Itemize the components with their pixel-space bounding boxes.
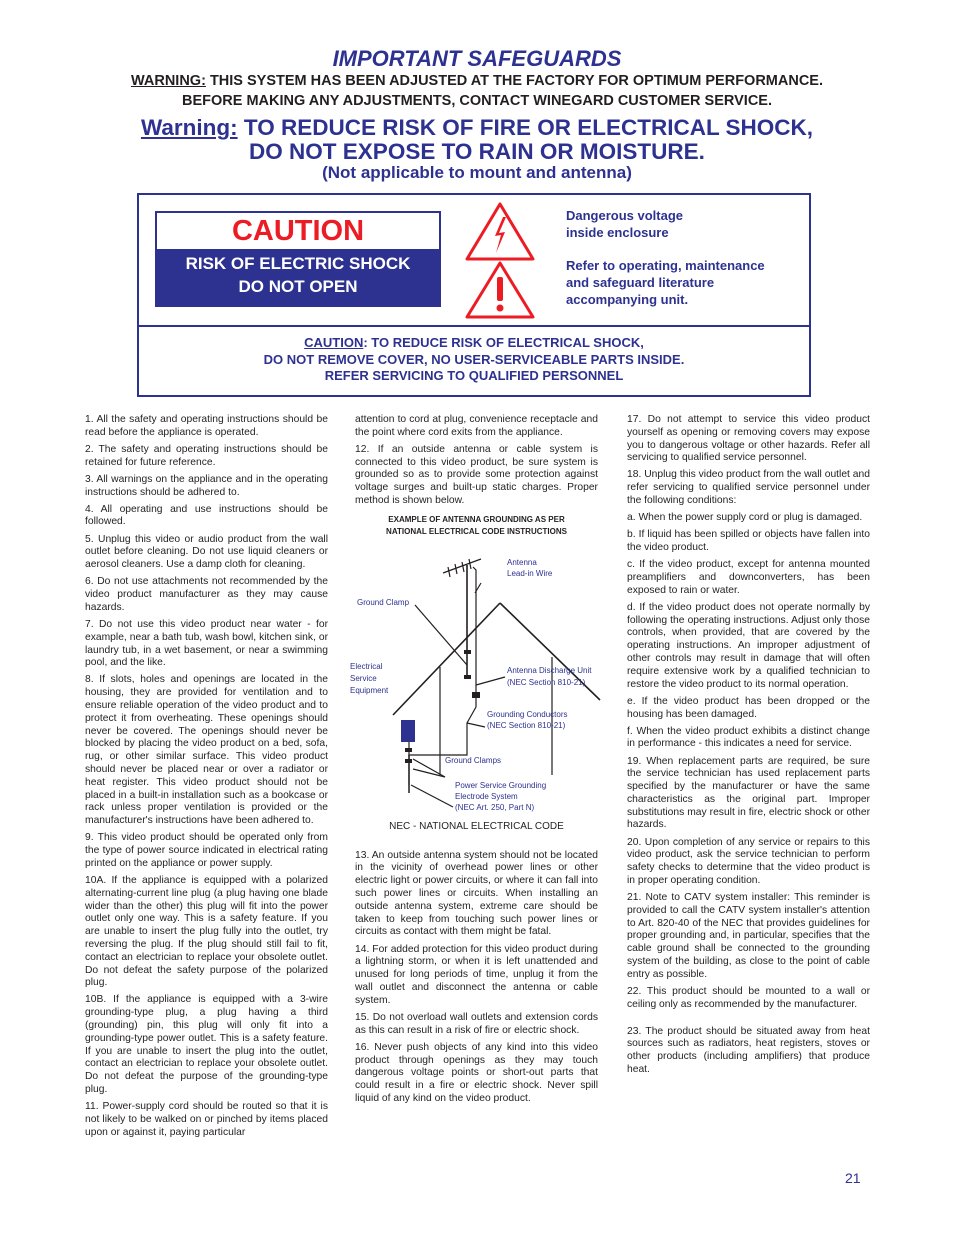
- safeguard-8: 8. If slots, holes and openings are located in the housing, they are provided for ventilation and to ensure reliable operation of the video product and to protect it from overheating. These openings should never be covered. The openings should never be blocked by placing the video product on a bed, sofa, rug, or other similar surface. This video product should never be placed near or over a radiator or heat register. This video product should not be placed in a built-in installation such as a bookcase or rack unless proper ventilation is provided or the manufacturer's instructions have been adhered to.: [85, 674, 328, 827]
- svg-text:Ground Clamps: Ground Clamps: [445, 755, 502, 765]
- svg-text:Service: Service: [350, 673, 377, 683]
- safeguard-9: 9. This video product should be operated only from the type of power source indicated in electrical rating printed on the appliance or power supply.: [85, 832, 328, 869]
- moisture-warning: [40, 116, 914, 164]
- safeguard-18f: f. When the video product exhibits a distinct change in performance - this indicates a need for service.: [627, 725, 870, 750]
- safeguard-15: 15. Do not overload wall outlets and extension cords as this can result in a risk of fire or electric shock.: [355, 1011, 598, 1036]
- exclamation-triangle-icon: [467, 263, 533, 317]
- caution-box-divider: [139, 325, 809, 327]
- svg-text:Lead-in Wire: Lead-in Wire: [507, 568, 553, 578]
- svg-text:Equipment: Equipment: [350, 685, 389, 695]
- factory-warning-line2: BEFORE MAKING ANY ADJUSTMENTS, CONTACT WINEGARD CUSTOMER SERVICE.: [182, 93, 772, 109]
- roof-left: [393, 603, 500, 715]
- ground-clamp-lower: [464, 675, 471, 679]
- antenna-grounding-diagram: [350, 545, 598, 815]
- caution-instructions: CAUTION: TO REDUCE RISK OF ELECTRICAL SHOCK, DO NOT REMOVE COVER, NO USER-SERVICEABLE PARTS INSIDE. REFER SERVICING TO QUALIFIED PERSONNEL: [263, 335, 685, 383]
- safeguard-21: 21. Note to CATV system installer: This reminder is provided to call the CATV system installer's attention to Art. 820-40 of the NEC that provides guidelines for proper grounding and, in particular, specifies that the cable ground shall be connected to the grounding system of the building, as close to the point of cable entry as possible.: [627, 892, 870, 980]
- safeguard-18a: a. When the power supply cord or plug is damaged.: [627, 512, 863, 524]
- electrical-service-box: [401, 720, 415, 742]
- svg-text:Grounding Conductors: Grounding Conductors: [487, 709, 568, 719]
- moisture-warning-line1: TO REDUCE RISK OF FIRE OR ELECTRICAL SHOCK,: [243, 115, 814, 140]
- svg-text:Electrode System: Electrode System: [455, 791, 518, 801]
- safeguard-14: 14. For added protection for this video product during a lightning storm, or when it is left unattended and unused for long periods of time, unplug it from the wall outlet and disconnect the antenna or cable system.: [355, 943, 598, 1006]
- safeguard-23: 23. The product should be situated away from heat sources such as radiators, heat registers, stoves or other products (including amplifiers) that produce heat.: [627, 1025, 870, 1075]
- safeguard-22: 22. This product should be mounted to a wall or ceiling only as recommended by the manufacturer.: [627, 985, 870, 1010]
- safeguard-10b: 10B. If the appliance is equipped with a 3-wire grounding-type plug, a plug having a third (grounding) pin, this plug will only fit into a grounding-type power outlet. This is a safety feature. If you are unable to insert the plug into the outlet, contact an electrician to replace your obsolete outlet. Do not defeat the purpose of the grounding-type plug.: [85, 994, 328, 1096]
- safeguard-2: 2. The safety and operating instructions should be retained for future reference.: [85, 443, 328, 468]
- moisture-warning-line2: DO NOT EXPOSE TO RAIN OR MOISTURE.: [249, 139, 705, 164]
- safeguard-17: 17. Do not attempt to service this video product yourself as opening or removing covers may expose you to dangerous voltage or other hazards. Refer all servicing to qualified service personnel.: [627, 414, 870, 464]
- safeguard-20: 20. Upon completion of any service or repairs to this video product, ask the service technician to perform safety checks to determine that the video product is in proper operating condition.: [627, 836, 870, 886]
- safeguard-12: 12. If an outside antenna or cable system is connected to this video product, be sure system is grounded so as to provide some protection against voltage surges and built-up static charges. Proper method is shown below.: [355, 443, 598, 507]
- caution-box: [137, 193, 811, 397]
- safeguard-18: 18. Unplug this video product from the wall outlet and refer servicing to qualified service personnel under the following conditions:: [627, 469, 870, 507]
- grounding-conductor: [409, 700, 476, 785]
- caution-label: [155, 211, 441, 307]
- safeguard-1: 1. All the safety and operating instructions should be read before the appliance is operated.: [85, 414, 328, 438]
- safeguard-4: 4. All operating and use instructions should be followed.: [85, 503, 328, 528]
- caution-word: CAUTION: [231, 215, 365, 247]
- dangerous-voltage-note: Dangerous voltage inside enclosure: [566, 208, 684, 240]
- warning-symbols: [464, 201, 536, 319]
- not-applicable-note: (Not applicable to mount and antenna): [322, 163, 632, 182]
- diagram-caption: EXAMPLE OF ANTENNA GROUNDING AS PER NATIONAL ELECTRICAL CODE INSTRUCTIONS: [386, 514, 567, 537]
- lightning-bolt-triangle-icon: [467, 204, 533, 259]
- safeguard-18b: b. If liquid has been spilled or objects have fallen into the video product.: [627, 529, 870, 554]
- svg-text:(NEC Section 810-21): (NEC Section 810-21): [487, 720, 566, 730]
- safeguard-11-cont: attention to cord at plug, convenience receptacle and the point where cord exits from the appliance.: [355, 414, 598, 438]
- safeguard-6: 6. Do not use attachments not recommended by the video product manufacturer as they may cause hazards.: [85, 576, 328, 613]
- discharge-unit: [472, 692, 480, 698]
- column-1: [85, 414, 328, 1144]
- safeguard-3: 3. All warnings on the appliance and in the operating instructions should be adhered to.: [85, 473, 328, 498]
- risk-line2: DO NOT OPEN: [238, 277, 358, 296]
- safeguard-16: 16. Never push objects of any kind into this video product through openings as they may touch dangerous voltage points or short-out parts that could result in a fire or electric shock. Never spill liquid of any kind on the video product.: [355, 1041, 598, 1104]
- risk-line1: RISK OF ELECTRIC SHOCK: [185, 254, 411, 273]
- safeguard-18e: e. If the video product has been dropped or the housing has been damaged.: [627, 695, 870, 720]
- svg-text:(NEC Section 810-21): (NEC Section 810-21): [507, 677, 586, 687]
- safeguard-11: 11. Power-supply cord should be routed so that it is not likely to be walked on or pinched by items placed upon or against it, paying particular: [85, 1101, 328, 1138]
- safeguard-7: 7. Do not use this video product near water - for example, near a bath tub, wash bowl, kitchen sink, or laundry tub, in a wet basement, or near a swimming pool, and the like.: [85, 618, 328, 669]
- caution-instructions-label: CAUTION: [304, 335, 364, 350]
- refer-literature-note: Refer to operating, maintenance and safeguard literature accompanying unit.: [566, 258, 765, 307]
- factory-warning-label: WARNING:: [130, 73, 206, 89]
- column-3: [627, 414, 870, 1081]
- ground-clamp-upper: [464, 650, 471, 654]
- lead-in-wire: [473, 567, 476, 700]
- safeguard-10a: 10A. If the appliance is equipped with a polarized alternating-current line plug (a plug having one blade wider than the other) this plug will fit into the power outlet only one way. This is a safety feature. If you are unable to insert the plug fully into the outlet, try reversing the plug. If the plug should still fail to fit, contact an electrician to replace your obsolete outlet. Do not defeat the safety purpose of the polarized plug.: [85, 874, 328, 989]
- moisture-warning-label: Warning:: [140, 115, 238, 140]
- svg-text:(NEC Art. 250, Part N): (NEC Art. 250, Part N): [455, 802, 535, 812]
- risk-of-shock-label: [157, 249, 439, 305]
- page-number: 21: [845, 1170, 861, 1186]
- svg-text:Electrical: Electrical: [350, 661, 383, 671]
- safeguard-18d: d. If the video product does not operate normally by following the operating instructions. Adjust only those controls, when provided, that are covered by the operating instructions. An improper adjustment of other controls may result in damage that will often require extensive work by a qualified technician to restore the video product to its normal operation.: [627, 601, 870, 690]
- svg-text:Antenna Discharge Unit: Antenna Discharge Unit: [507, 665, 592, 675]
- safeguard-18c: c. If the video product, except for antenna mounted preamplifiers and downconverters, has been exposed to rain or water.: [627, 559, 870, 596]
- page-title: IMPORTANT SAFEGUARDS: [332, 46, 622, 71]
- safeguard-5: 5. Unplug this video or audio product from the wall outlet before cleaning. Do not use liquid cleaners or aerosol cleaners. Use a damp cloth for cleaning.: [85, 533, 328, 571]
- svg-text:Antenna: Antenna: [507, 557, 537, 567]
- svg-text:Ground Clamp: Ground Clamp: [357, 597, 410, 607]
- nec-legend: NEC - NATIONAL ELECTRICAL CODE: [389, 820, 564, 832]
- column-2: [350, 414, 598, 1110]
- svg-text:Power Service Grounding: Power Service Grounding: [455, 780, 547, 790]
- safeguard-19: 19. When replacement parts are required, be sure the service technician has used replacement parts specified by the manufacturer or have the same characteristics as the original part. Improper substitutions may result in fire, electric shock or other hazards.: [627, 755, 870, 831]
- factory-warning-line1: THIS SYSTEM HAS BEEN ADJUSTED AT THE FACTORY FOR OPTIMUM PERFORMANCE.: [209, 73, 824, 89]
- factory-warning: [60, 71, 894, 111]
- safeguard-13: 13. An outside antenna system should not be located in the vicinity of overhead power lines or other electric light or power circuits, or where it can fall into such power lines or circuits. When installing an outside antenna system, extreme care should be taken to keep from touching such power lines or circuits as contact with them might be fatal.: [355, 849, 598, 938]
